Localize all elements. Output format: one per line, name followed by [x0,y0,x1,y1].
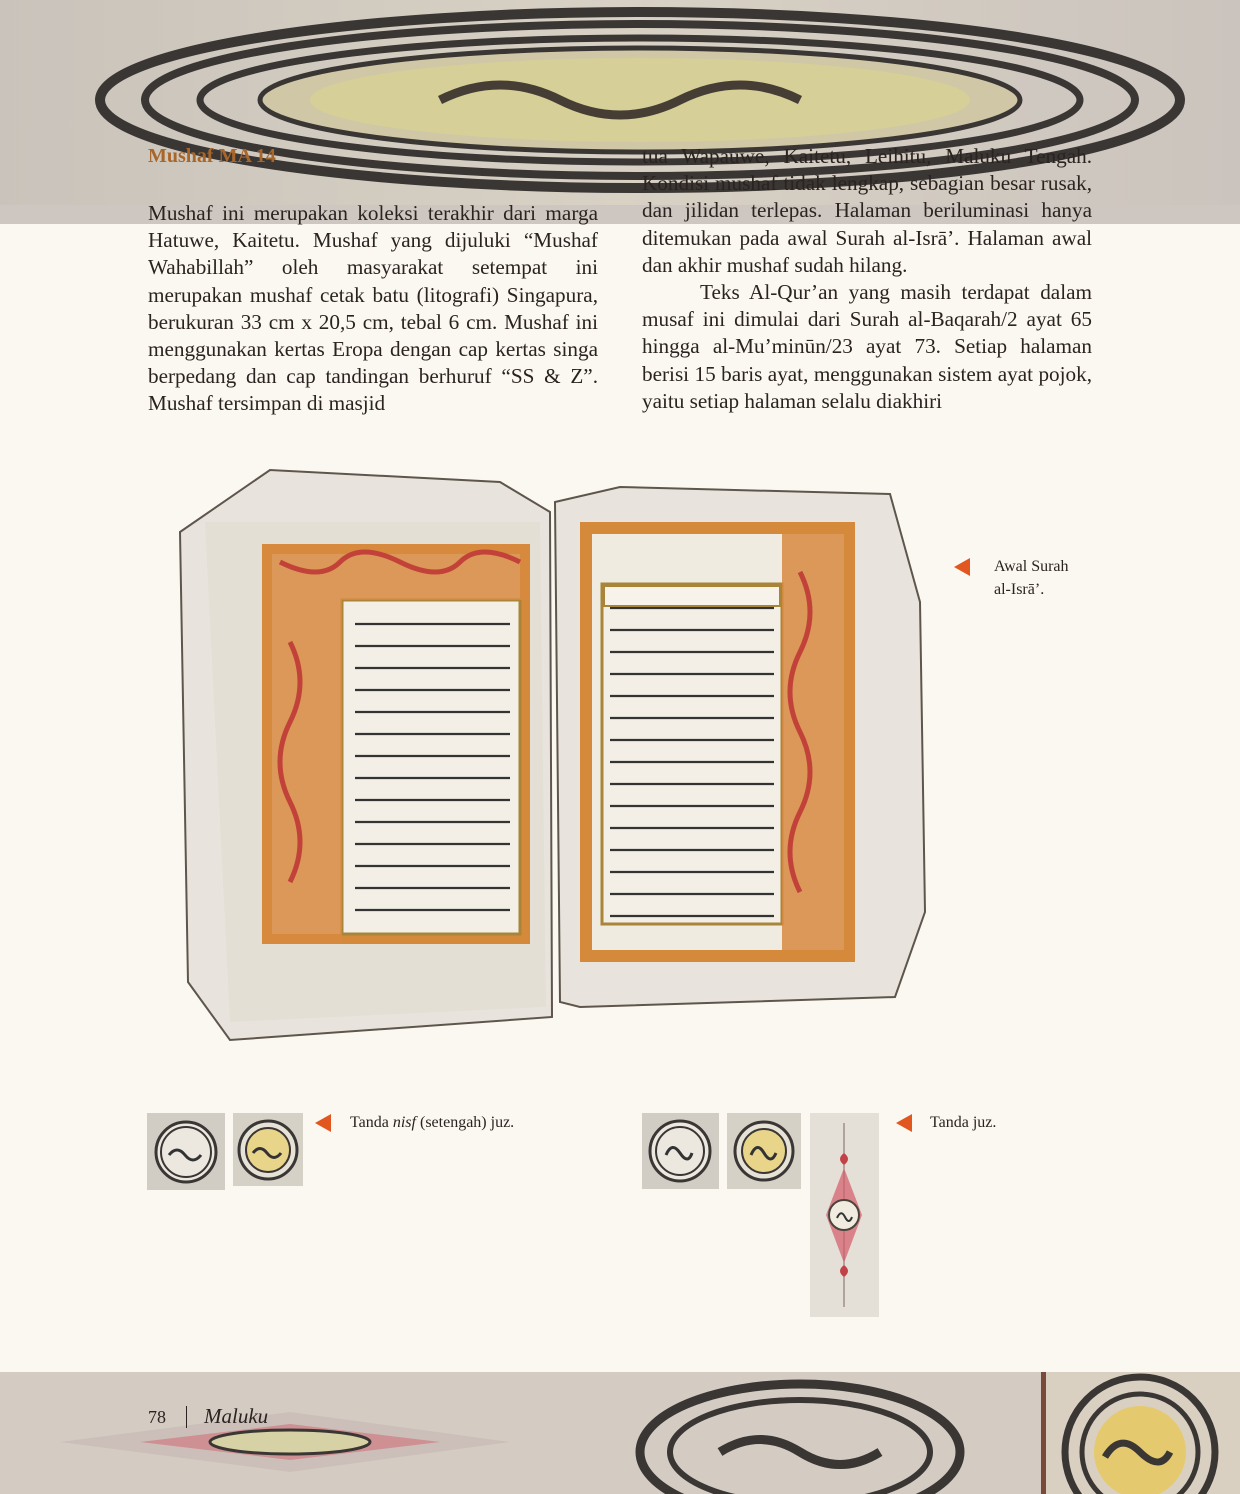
juz-mark-photo-3 [810,1113,879,1322]
caption-nisf-italic: nisf [392,1114,416,1131]
caption-marker-surah [954,558,970,576]
manuscript-photo [160,462,940,1042]
caption-surah [994,555,1069,601]
juz-mark-photo-1 [642,1113,719,1194]
right-text-column [642,143,1092,415]
footer-separator [186,1406,187,1428]
nisf-mark-photo-1 [147,1113,225,1195]
nisf-mark-photo-2 [233,1113,303,1191]
body-paragraph-right-1: tua Wapauwe, Kaitetu, Leihitu, Maluku Tengah. Kondisi mushaf tidak lengkap, sebagian besar rusak, dan jilidan terlepas. Halaman beriluminasi hanya ditemukan pada awal Surah al-Isrā’. Halaman awal dan akhir mushaf sudah hilang. [642,144,1092,277]
caption-nisf-post: (setengah) juz. [415,1114,515,1131]
body-paragraph-right-2: Teks Al-Qur’an yang masih terdapat dalam musaf ini dimulai dari Surah al-Baqarah/2 ayat 65 hingga al-Mu’minūn/23 ayat 73. Setiap halaman berisi 15 baris ayat, menggunakan sistem ayat pojok, yaitu setiap halaman selalu diakhiri [642,280,1092,413]
caption-surah-line2: al-Isrā’. [994,581,1045,598]
caption-marker-juz [896,1114,912,1132]
section-title: Mushaf MA 14 [148,145,276,167]
bottom-banner-image [0,1372,1240,1494]
caption-nisf [350,1111,514,1134]
caption-juz: Tanda juz. [930,1114,997,1131]
caption-surah-line1: Awal Surah [994,558,1069,575]
page-number: 78 [148,1407,166,1427]
juz-mark-photo-2 [727,1113,801,1194]
left-text-column [148,143,598,418]
caption-marker-nisf [315,1114,331,1132]
caption-nisf-pre: Tanda [350,1114,393,1131]
body-paragraph-left: Mushaf ini merupakan koleksi terakhir dari marga Hatuwe, Kaitetu. Mushaf yang dijuluki “Mushaf Wahabillah” oleh masyarakat setempat ini merupakan mushaf cetak batu (litografi) Singapura, berukuran 33 cm x 20,5 cm, tebal 6 cm. Mushaf ini menggunakan kertas Eropa dengan cap kertas singa berpedang dan cap tandingan berhuruf “SS & Z”. Mushaf tersimpan di masjid [148,201,598,416]
book-title: Maluku [204,1404,269,1428]
